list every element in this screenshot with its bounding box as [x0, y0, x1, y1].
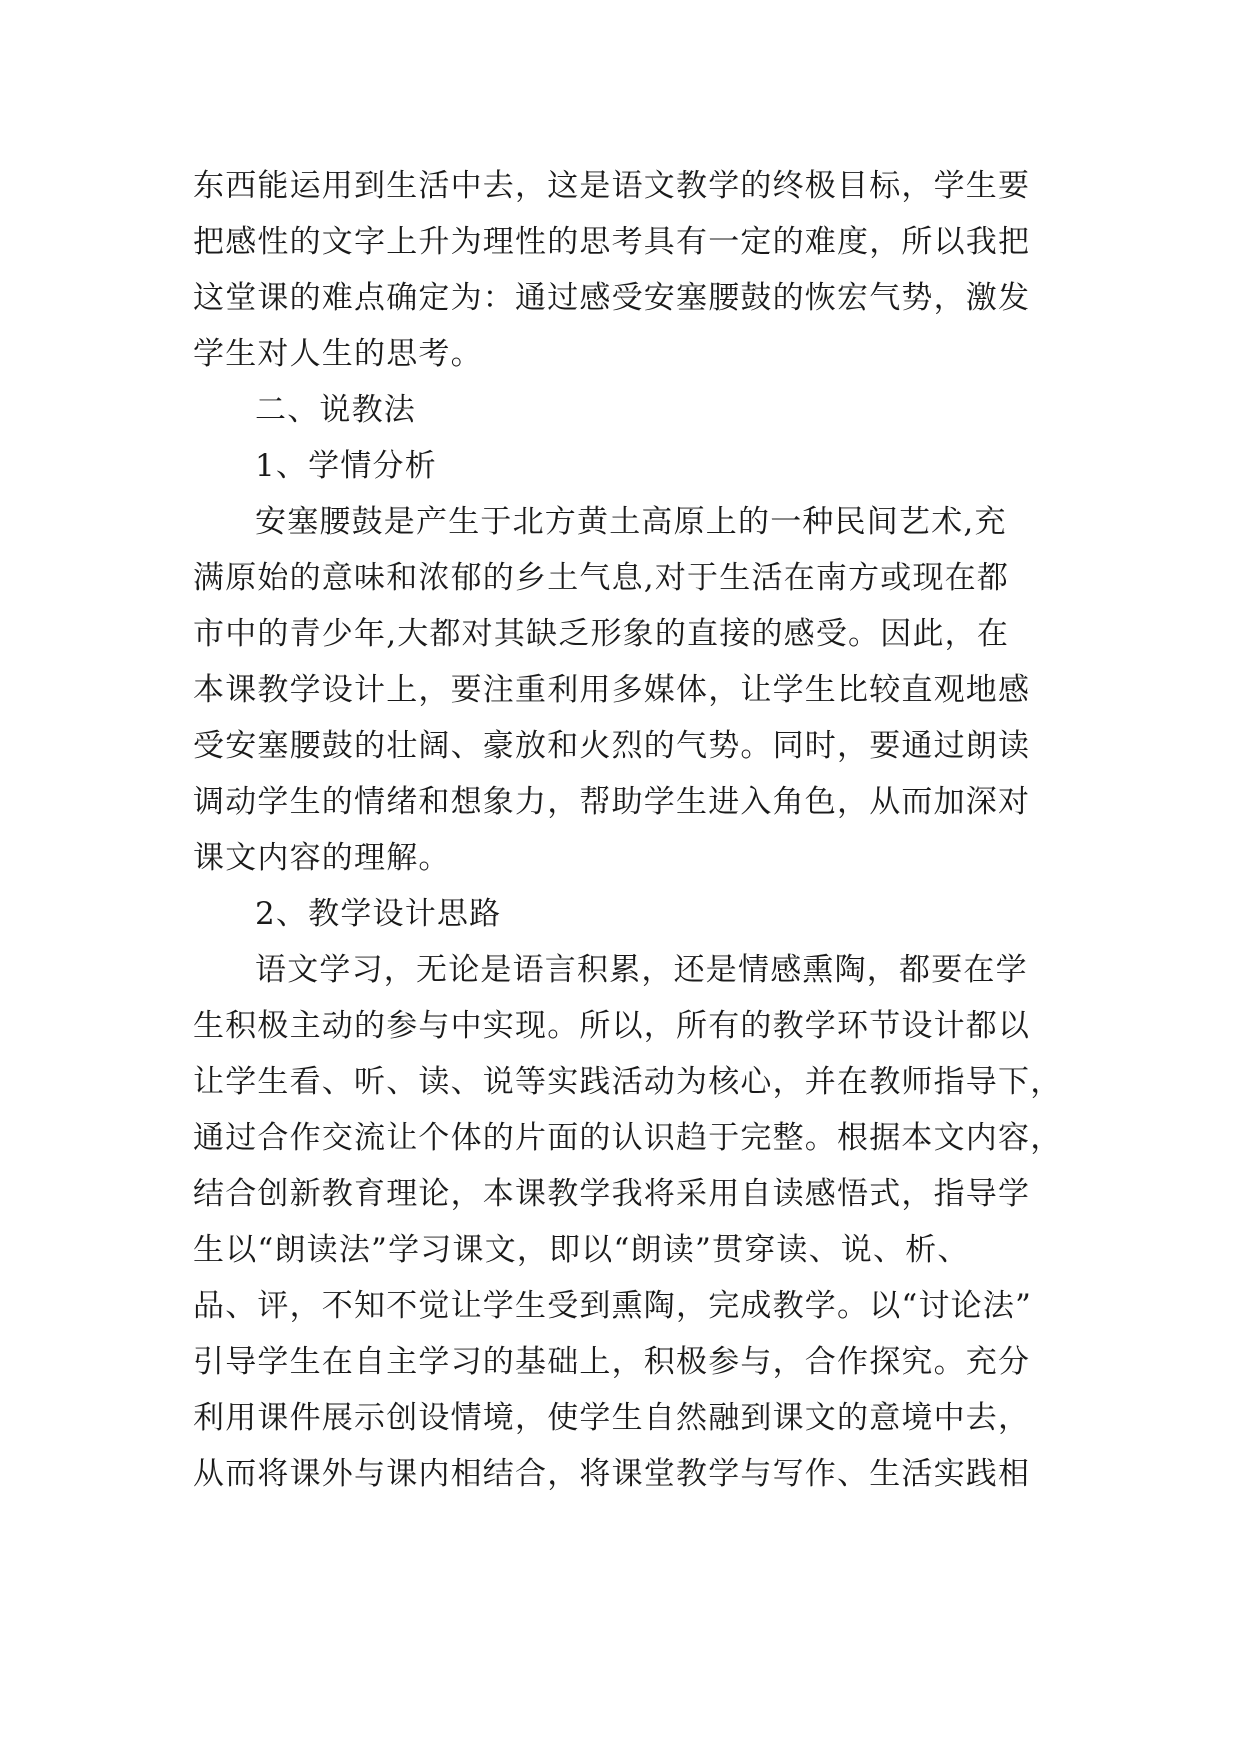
- text-line: 通过合作交流让个体的片面的认识趋于完整。根据本文内容，: [193, 1120, 1063, 1156]
- text-line: 调动学生的情绪和想象力，帮助学生进入角色，从而加深对: [193, 784, 1031, 820]
- text-line: 受安塞腰鼓的壮阔、豪放和火烈的气势。同时，要通过朗读: [193, 728, 1031, 764]
- text-line: 生以“朗读法”学习课文，即以“朗读”贯穿读、说、析、: [193, 1232, 970, 1268]
- text-line: 本课教学设计上，要注重利用多媒体，让学生比较直观地感: [193, 672, 1031, 708]
- text-line: 语文学习，无论是语言积累，还是情感熏陶，都要在学: [255, 952, 1028, 988]
- text-line: 从而将课外与课内相结合，将课堂教学与写作、生活实践相: [193, 1456, 1031, 1492]
- text-line: 安塞腰鼓是产生于北方黄土高原上的一种民间艺术,充: [255, 504, 1007, 540]
- text-line: 结合创新教育理论，本课教学我将采用自读感悟式，指导学: [193, 1176, 1031, 1212]
- section-heading: 二、说教法: [255, 392, 416, 428]
- text-line: 满原始的意味和浓郁的乡土气息,对于生活在南方或现在都: [193, 560, 1010, 596]
- subsection-heading: 2、教学设计思路: [255, 896, 502, 932]
- text-line: 把感性的文字上升为理性的思考具有一定的难度，所以我把: [193, 224, 1031, 260]
- text-line: 这堂课的难点确定为：通过感受安塞腰鼓的恢宏气势，激发: [193, 280, 1031, 316]
- text-line: 市中的青少年,大都对其缺乏形象的直接的感受。因此，在: [193, 616, 1010, 652]
- text-line: 学生对人生的思考。: [193, 336, 483, 372]
- document-body: [193, 158, 1063, 1502]
- text-line: 课文内容的理解。: [193, 840, 451, 876]
- subsection-heading: 1、学情分析: [255, 448, 437, 484]
- text-line: 利用课件展示创设情境，使学生自然融到课文的意境中去，: [193, 1400, 1031, 1436]
- text-line: 品、评，不知不觉让学生受到熏陶，完成教学。以“讨论法”: [193, 1288, 1033, 1324]
- text-line: 东西能运用到生活中去，这是语文教学的终极目标，学生要: [193, 168, 1031, 204]
- text-line: 生积极主动的参与中实现。所以，所有的教学环节设计都以: [193, 1008, 1031, 1044]
- text-line: 引导学生在自主学习的基础上，积极参与，合作探究。充分: [193, 1344, 1031, 1380]
- text-line: 让学生看、听、读、说等实践活动为核心，并在教师指导下，: [193, 1064, 1063, 1100]
